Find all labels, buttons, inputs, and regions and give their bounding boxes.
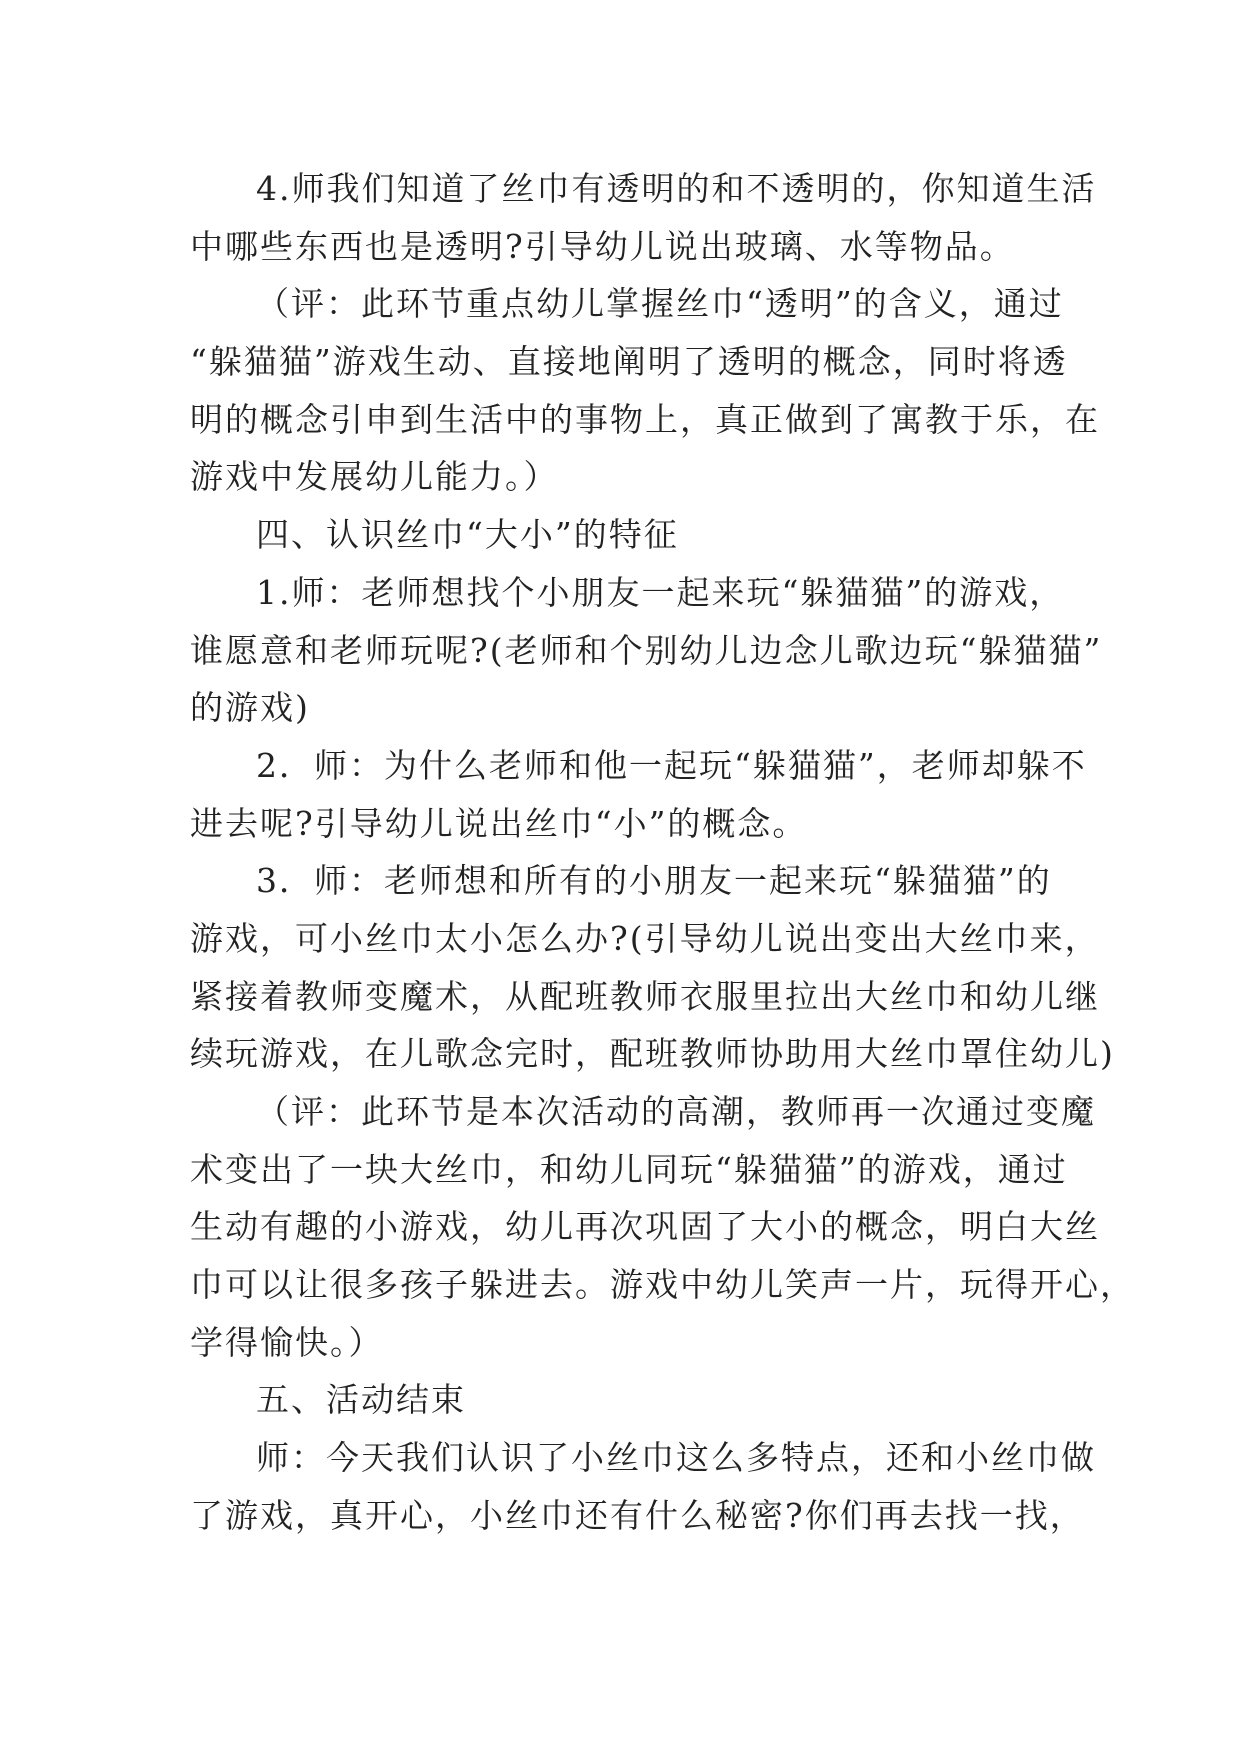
text-line: 进去呢?引导幼儿说出丝巾“小”的概念。 <box>190 803 808 843</box>
text-line: 生动有趣的小游戏，幼儿再次巩固了大小的概念，明白大丝 <box>190 1207 1100 1247</box>
text-line: 1.师：老师想找个小朋友一起来玩“躲猫猫”的游戏， <box>256 572 1065 612</box>
text-line: 中哪些东西也是透明?引导幼儿说出玻璃、水等物品。 <box>190 226 1015 266</box>
text-line: 3．师：老师想和所有的小朋友一起来玩“躲猫猫”的 <box>256 861 1052 901</box>
text-line: 的游戏) <box>190 688 310 728</box>
text-line: 了游戏，真开心，小丝巾还有什么秘密?你们再去找一找， <box>190 1495 1085 1535</box>
text-line: 2．师：为什么老师和他一起玩“躲猫猫”，老师却躲不 <box>256 745 1087 785</box>
text-line: 紧接着教师变魔术，从配班教师衣服里拉出大丝巾和幼儿继 <box>190 976 1100 1016</box>
text-line: 游戏，可小丝巾太小怎么办?(引导幼儿说出变出大丝巾来， <box>190 918 1100 958</box>
text-line: 师：今天我们认识了小丝巾这么多特点，还和小丝巾做 <box>256 1438 1096 1478</box>
text-line: 巾可以让很多孩子躲进去。游戏中幼儿笑声一片，玩得开心， <box>190 1265 1135 1305</box>
text-line: 4.师我们知道了丝巾有透明的和不透明的，你知道生活 <box>256 169 1097 208</box>
text-line: （评：此环节重点幼儿掌握丝巾“透明”的含义，通过 <box>256 284 1064 324</box>
text-line: 谁愿意和老师玩呢?(老师和个别幼儿边念儿歌边玩“躲猫猫” <box>190 630 1103 670</box>
document-body <box>190 160 1135 1545</box>
section-heading: 四、认识丝巾“大小”的特征 <box>256 515 679 555</box>
text-line: （评：此环节是本次活动的高潮，教师再一次通过变魔 <box>256 1092 1096 1131</box>
text-line: 游戏中发展幼儿能力。） <box>190 457 559 497</box>
text-line: 术变出了一块大丝巾，和幼儿同玩“躲猫猫”的游戏，通过 <box>190 1149 1068 1189</box>
section-heading: 五、活动结束 <box>256 1380 466 1420</box>
text-line: 续玩游戏，在儿歌念完时，配班教师协助用大丝巾罩住幼儿) <box>190 1034 1115 1074</box>
text-line: 学得愉快。） <box>190 1322 384 1362</box>
text-line: “躲猫猫”游戏生动、直接地阐明了透明的概念，同时将透 <box>190 342 1068 382</box>
text-line: 明的概念引申到生活中的事物上，真正做到了寓教于乐，在 <box>190 399 1100 439</box>
